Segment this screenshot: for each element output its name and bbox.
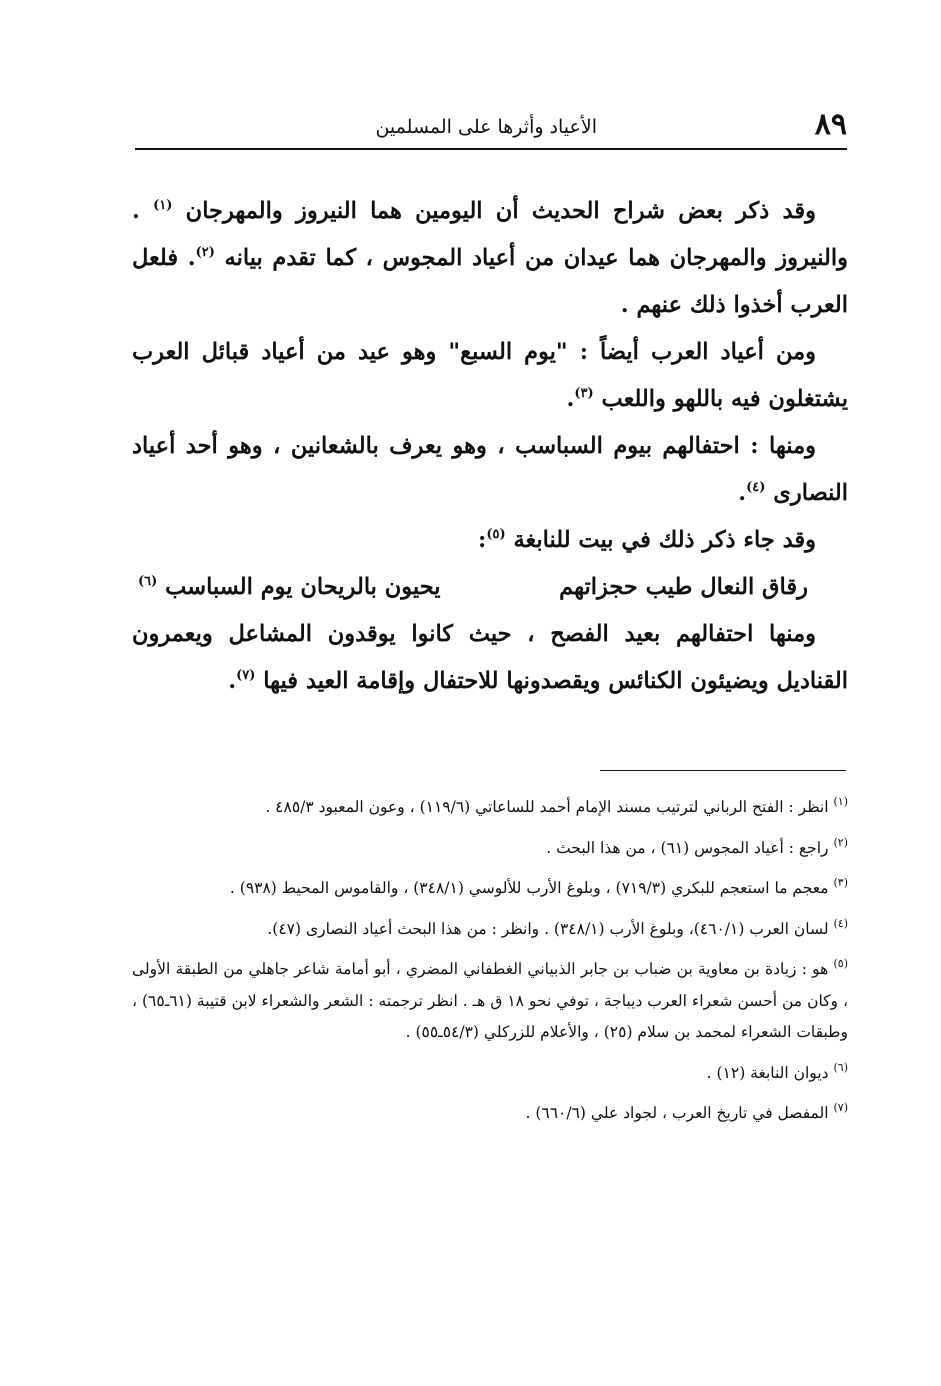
- footnote-6-text: ديوان النابغة (١٢) .: [706, 1063, 829, 1082]
- footnote-1: [132, 792, 848, 824]
- footnote-ref-1: (١): [153, 198, 173, 213]
- footnote-ref-3: (٣): [574, 386, 594, 401]
- footnote-ref-4: (٤): [746, 480, 766, 495]
- paragraph-4: [132, 517, 848, 564]
- paragraph-5-text-a: ومنها احتفالهم بعيد الفصح ، حيث كانوا يوقدون المشاعل ويعمرون القناديل ويضيئون الكنائس ويقصدونها للاحتفال وإقامة العيد فيها: [132, 621, 848, 694]
- footnote-1-text: انظر : الفتح الرباني لترتيب مسند الإمام أحمد للساعاتي (١١٩/٦) ، وعون المعبود ٤٨٥/٣ .: [265, 798, 829, 816]
- paragraph-1-text-a: وقد ذكر بعض شراح الحديث أن اليومين هما النيروز والمهرجان: [185, 198, 816, 224]
- verse-first-hemistich: رقاق النعال طيب حجزاتهم: [559, 574, 808, 600]
- footnote-7-text: المفصل في تاريخ العرب ، لجواد علي (٦٦٠/٦) .: [525, 1104, 829, 1122]
- paragraph-3: [132, 423, 848, 517]
- footnote-3-mark: (٣): [833, 876, 848, 889]
- paragraph-2-text-a: ومن أعياد العرب أيضاً : "يوم السبع" وهو عيد من أعياد قبائل العرب يشتغلون فيه باللهو واللعب: [132, 339, 848, 412]
- footnote-ref-6: (٦): [138, 574, 158, 589]
- footnote-1-mark: (١): [833, 795, 848, 808]
- footnote-6: [132, 1058, 848, 1090]
- footnote-2: [132, 833, 848, 865]
- poetry-verse: [132, 564, 848, 611]
- footnote-4: [132, 914, 848, 946]
- footnote-7-mark: (٧): [833, 1101, 848, 1114]
- footnote-5-mark: (٥): [833, 957, 848, 970]
- verse-second-hemistich: يحيون بالريحان يوم السباسب: [165, 574, 441, 600]
- paragraph-2-text-b: .: [566, 386, 575, 412]
- footnote-5: [132, 954, 848, 1049]
- footnote-4-mark: (٤): [833, 916, 848, 930]
- footnote-3: [132, 873, 848, 905]
- footnote-ref-5: (٥): [486, 527, 506, 542]
- page-header: [135, 108, 847, 150]
- paragraph-1-text-c: . فلعل العرب أخذوا ذلك عنهم .: [132, 245, 848, 318]
- footnote-2-text: راجع : أعياد المجوس (٦١) ، من هذا البحث .: [546, 838, 829, 857]
- footnotes: [132, 792, 848, 1130]
- footnote-6-mark: (٦): [833, 1060, 848, 1074]
- running-title: الأعياد وأثرها على المسلمين: [375, 116, 597, 138]
- paragraph-2: [132, 329, 848, 423]
- footnote-4-text: لسان العرب (٤٦٠/١)، وبلوغ الأرب (٣٤٨/١) . وانظر : من هذا البحث أعياد النصارى (٤٧).: [267, 919, 829, 938]
- paragraph-3-text-b: .: [738, 480, 747, 506]
- footnote-7: [132, 1098, 848, 1130]
- footnote-5-text: هو : زيادة بن معاوية بن ضباب بن جابر الذبياني الغطفاني المضري ، أبو أمامة شاعر جاهلي من الطبقة الأولى ، وكان من أحسن شعراء العرب ديباجة ، توفي نحو ١٨ ق هـ . انظر ترجمته : الشعر والشعراء لابن قتيبة (٦١ـ٦٥) ، وطبقات الشعراء لمحمد بن سلام (٢٥) ، والأعلام للزركلي (٥٤/٣ـ٥٥) .: [132, 960, 849, 1041]
- footnote-3-text: معجم ما استعجم للبكري (٧١٩/٣) ، وبلوغ الأرب للألوسي (٣٤٨/١) ، والقاموس المحيط (٩٣٨) .: [229, 879, 829, 897]
- footnote-ref-7: (٧): [236, 668, 256, 683]
- paragraph-1-text-b: . والنيروز والمهرجان هما عيدان من أعياد المجوس ، كما تقدم بيانه: [132, 198, 848, 271]
- paragraph-5-text-b: .: [228, 668, 237, 694]
- page-number: ٨٩: [814, 107, 847, 142]
- paragraph-4-text-b: :: [478, 527, 487, 553]
- paragraph-3-text-a: ومنها : احتفالهم بيوم السباسب ، وهو يعرف بالشعانين ، وهو أحد أعياد النصارى: [132, 433, 848, 506]
- footnote-2-mark: (٢): [833, 835, 848, 849]
- paragraph-5: [132, 611, 848, 705]
- paragraph-4-text-a: وقد جاء ذكر ذلك في بيت للنابغة: [513, 527, 816, 553]
- verse-second-hemistich-wrap: [138, 564, 441, 611]
- footnote-separator: [600, 770, 846, 771]
- footnote-ref-2: (٢): [195, 245, 215, 260]
- main-text: [132, 188, 848, 705]
- paragraph-1: [132, 188, 848, 329]
